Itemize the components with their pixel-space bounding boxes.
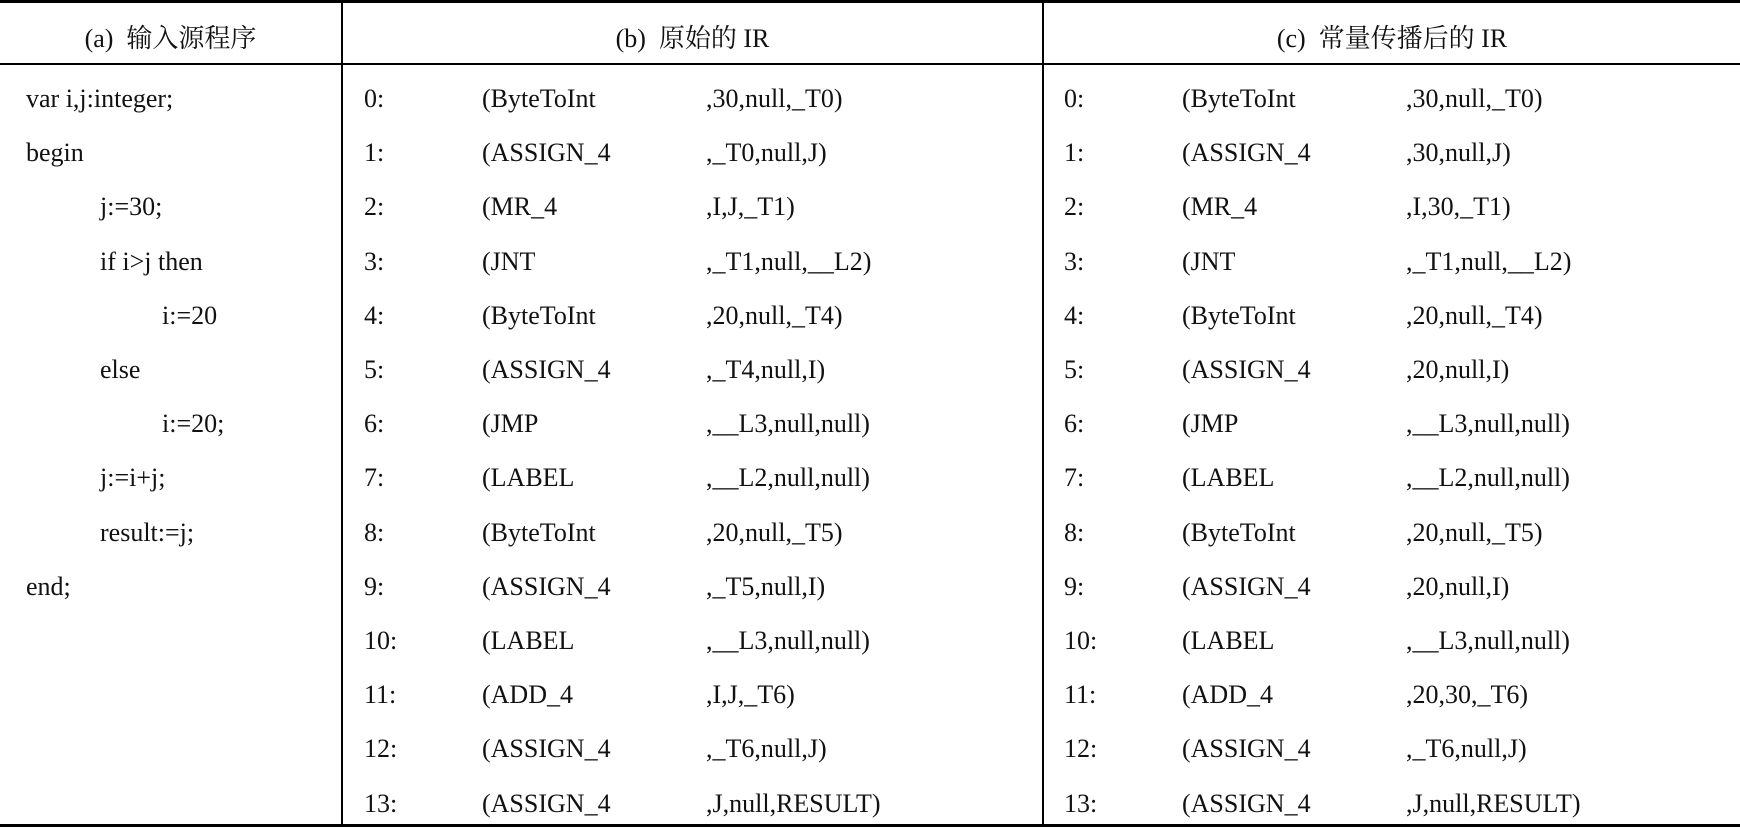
source-line: begin [26,138,84,168]
ir-index: 0: [1064,84,1085,113]
ir-opcode: (ASSIGN_4 [482,571,611,601]
ir-index: 1: [364,138,385,168]
ir-index: 13: [364,788,398,818]
source-line: i:=20; [162,409,225,439]
ir-opcode: (ASSIGN_4 [1182,788,1311,818]
ir-opcode: (ASSIGN_4 [1182,138,1311,168]
ir-index: 4: [1064,300,1085,330]
ir-index: 5: [1064,355,1085,384]
ir-operands: ,_T0,null,J) [706,138,827,168]
ir-operands: ,I,J,_T6) [706,680,795,710]
ir-operands: ,I,30,_T1) [1406,192,1511,222]
ir-opcode: (ADD_4 [482,680,573,710]
ir-index: 2: [364,192,385,222]
ir-opcode: (ASSIGN_4 [1182,571,1311,601]
ir-operands: ,I,J,_T1) [706,192,795,222]
ir-opcode: (ByteToInt [1182,84,1296,113]
ir-opcode: (ByteToInt [1182,517,1296,547]
column-divider-1 [341,0,343,827]
ir-operands: ,_T1,null,__L2) [1406,246,1572,276]
ir-opcode: (MR_4 [482,192,558,222]
ir-index: 7: [364,463,385,493]
ir-index: 0: [364,84,385,113]
ir-index: 7: [1064,463,1085,493]
ir-opcode: (ByteToInt [482,300,596,330]
ir-index: 3: [364,246,385,276]
ir-index: 8: [1064,517,1085,547]
source-line: j:=30; [100,192,163,222]
ir-operands: ,30,null,J) [1406,138,1511,168]
ir-opcode: (ASSIGN_4 [1182,355,1311,384]
ir-opcode: (ASSIGN_4 [482,138,611,168]
ir-operands: ,20,null,_T4) [1406,300,1543,330]
ir-index: 11: [364,680,397,710]
source-line: j:=i+j; [100,463,166,493]
ir-opcode: (LABEL [1182,463,1275,493]
ir-opcode: (MR_4 [1182,192,1258,222]
ir-operands: ,__L3,null,null) [706,409,870,439]
ir-opcode: (ASSIGN_4 [482,734,611,764]
ir-opcode: (ASSIGN_4 [1182,734,1311,764]
ir-index: 10: [1064,626,1098,655]
ir-index: 10: [364,626,398,655]
ir-operands: ,20,null,I) [1406,355,1510,384]
ir-opcode: (JMP [482,409,539,439]
ir-index: 9: [1064,571,1085,601]
ir-operands: ,__L3,null,null) [1406,409,1570,439]
ir-opcode: (ByteToInt [482,517,596,547]
ir-index: 6: [1064,409,1085,439]
ir-index: 3: [1064,246,1085,276]
header-original-ir: (b) 原始的 IR [615,24,770,53]
ir-opcode: (ByteToInt [482,84,596,113]
source-line: result:=j; [100,517,195,547]
ir-index: 9: [364,571,385,601]
ir-index: 12: [1064,734,1098,764]
ir-operands: ,30,null,_T0) [1406,84,1543,113]
ir-opcode: (JNT [482,246,536,276]
ir-operands: ,J,null,RESULT) [1406,788,1581,818]
ir-opcode: (JNT [1182,246,1236,276]
ir-index: 5: [364,355,385,384]
ir-operands: ,_T5,null,I) [706,571,826,601]
source-line: var i,j:integer; [26,84,174,113]
ir-operands: ,20,null,_T4) [706,300,843,330]
ir-operands: ,20,null,_T5) [706,517,843,547]
ir-index: 4: [364,300,385,330]
ir-operands: ,__L3,null,null) [706,626,870,655]
ir-opcode: (JMP [1182,409,1239,439]
ir-operands: ,J,null,RESULT) [706,788,881,818]
ir-index: 13: [1064,788,1098,818]
ir-index: 12: [364,734,398,764]
top-rule [0,0,1740,3]
ir-opcode: (LABEL [1182,626,1275,655]
ir-operands: ,_T1,null,__L2) [706,246,872,276]
ir-opcode: (ADD_4 [1182,680,1273,710]
header-source-program: (a) 输入源程序 [84,24,257,53]
header-propagated-ir: (c) 常量传播后的 IR [1276,24,1508,53]
ir-operands: ,_T6,null,J) [706,734,827,764]
ir-operands: ,__L3,null,null) [1406,626,1570,655]
ir-operands: ,__L2,null,null) [1406,463,1570,493]
ir-index: 8: [364,517,385,547]
ir-index: 1: [1064,138,1085,168]
column-divider-2 [1042,0,1044,827]
source-line: end; [26,571,71,601]
ir-opcode: (LABEL [482,463,575,493]
header-rule [0,63,1740,65]
ir-operands: ,30,null,_T0) [706,84,843,113]
ir-index: 11: [1064,680,1097,710]
ir-opcode: (ASSIGN_4 [482,355,611,384]
ir-opcode: (LABEL [482,626,575,655]
source-line: i:=20 [162,300,218,330]
ir-index: 6: [364,409,385,439]
ir-operands: ,_T4,null,I) [706,355,826,384]
ir-operands: ,20,30,_T6) [1406,680,1529,710]
ir-opcode: (ByteToInt [1182,300,1296,330]
ir-opcode: (ASSIGN_4 [482,788,611,818]
ir-operands: ,__L2,null,null) [706,463,870,493]
ir-index: 2: [1064,192,1085,222]
ir-operands: ,20,null,I) [1406,571,1510,601]
ir-operands: ,20,null,_T5) [1406,517,1543,547]
bottom-rule [0,824,1740,827]
ir-operands: ,_T6,null,J) [1406,734,1527,764]
source-line: if i>j then [100,246,203,276]
source-line: else [100,355,141,384]
